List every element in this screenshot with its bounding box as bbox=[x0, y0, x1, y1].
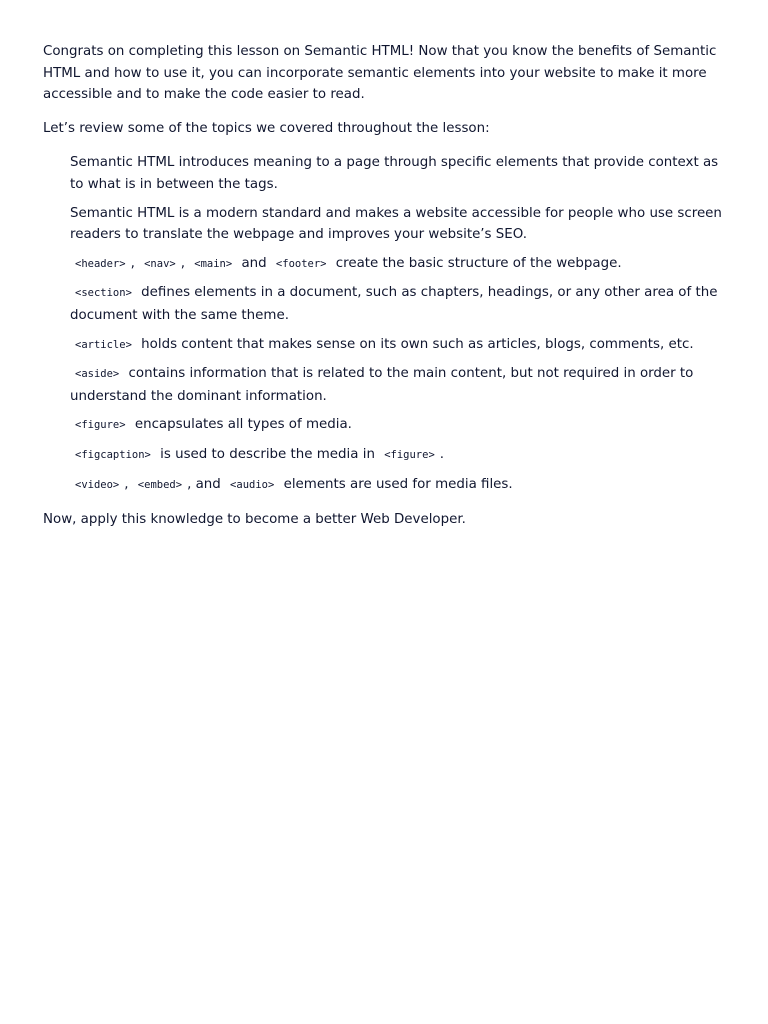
topic-item bbox=[70, 363, 725, 407]
topic-text: create the basic structure of the webpage. bbox=[335, 255, 622, 271]
topic-item bbox=[70, 203, 725, 246]
topic-text: is used to describe the media in bbox=[160, 446, 375, 462]
intro-paragraph: Congrats on completing this lesson on Semantic HTML! Now that you know the benefits of Semantic HTML and how to use it, you can incorporate semantic elements into your website to make it more accessible and to make the code easier to read. bbox=[43, 44, 717, 103]
topic-text: defines elements in a document, such as chapters, headings, or any other area of the document with the same theme. bbox=[70, 285, 718, 323]
topic-item bbox=[70, 334, 725, 357]
code-header: <header> bbox=[75, 257, 126, 270]
code-section: <section> bbox=[75, 287, 132, 300]
separator: , bbox=[180, 255, 185, 271]
code-figure: <figure> bbox=[384, 448, 435, 461]
conjunction: , and bbox=[187, 476, 221, 492]
period: . bbox=[439, 446, 445, 462]
code-nav: <nav> bbox=[144, 257, 176, 270]
topic-item bbox=[70, 282, 725, 326]
topic-text: Semantic HTML is a modern standard and makes a website accessible for people who use screen readers to translate the webpage and improves your website’s SEO. bbox=[70, 205, 722, 243]
code-video: <video> bbox=[75, 478, 120, 491]
closing-paragraph: Now, apply this knowledge to become a better Web Developer. bbox=[43, 511, 466, 527]
topic-text: elements are used for media files. bbox=[283, 476, 513, 492]
topic-item bbox=[70, 444, 725, 467]
conjunction: and bbox=[241, 255, 267, 271]
topics-list bbox=[43, 152, 725, 496]
code-embed: <embed> bbox=[137, 478, 183, 491]
topic-text: contains information that is related to the main content, but not required in order to understand the dominant information. bbox=[70, 366, 694, 404]
topic-item bbox=[70, 414, 725, 437]
code-aside: <aside> bbox=[75, 368, 120, 381]
review-lead: Let’s review some of the topics we covered throughout the lesson: bbox=[43, 121, 490, 137]
topic-text: Semantic HTML introduces meaning to a page through specific elements that provide context as to what is in between the tags. bbox=[70, 155, 719, 192]
topic-text: encapsulates all types of media. bbox=[134, 417, 352, 433]
separator: , bbox=[130, 255, 135, 271]
code-article: <article> bbox=[75, 338, 132, 351]
topic-text: holds content that makes sense on its own such as articles, blogs, comments, etc. bbox=[141, 336, 694, 352]
code-audio: <audio> bbox=[230, 478, 275, 491]
code-figure: <figure> bbox=[75, 419, 126, 432]
separator: , bbox=[124, 476, 129, 492]
topic-item bbox=[70, 253, 725, 276]
topic-item bbox=[70, 152, 725, 195]
code-footer: <footer> bbox=[275, 257, 327, 270]
topic-item bbox=[70, 474, 725, 497]
code-figcaption: <figcaption> bbox=[75, 448, 151, 461]
code-main: <main> bbox=[194, 257, 233, 270]
